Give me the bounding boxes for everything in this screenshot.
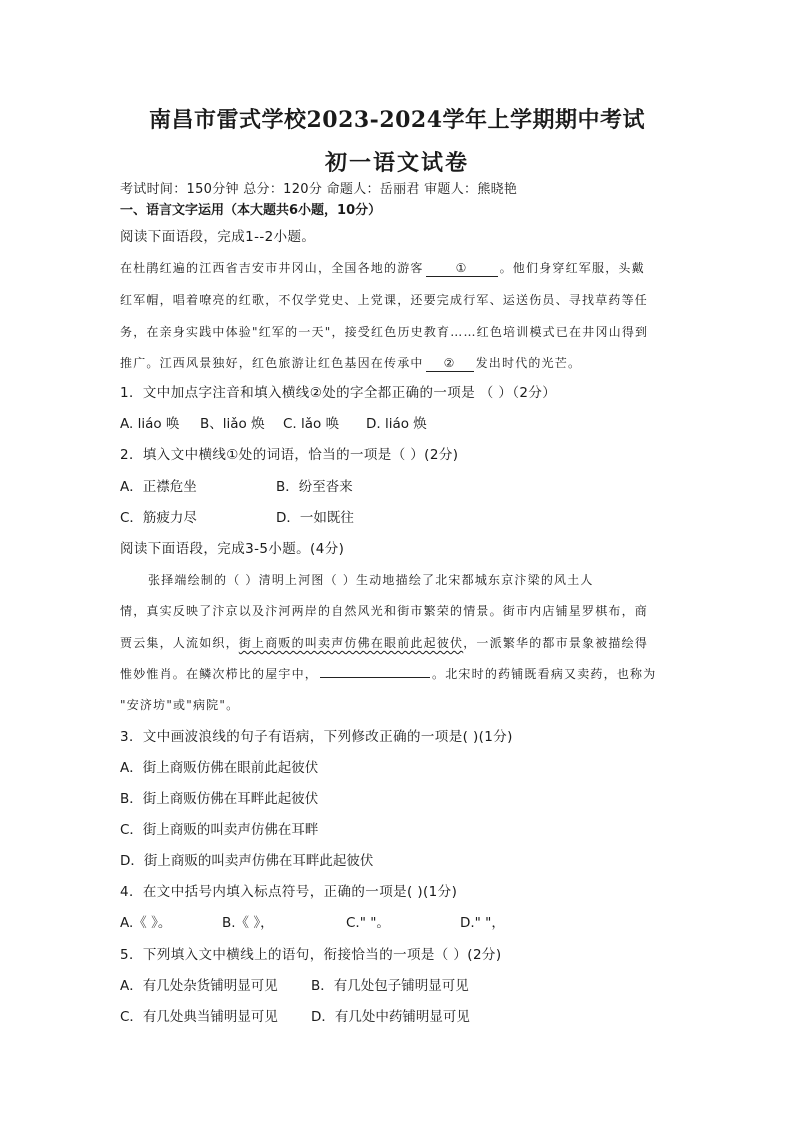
passage2-line — [120, 633, 648, 653]
passage2-text: 贾云集，人流如织， — [120, 636, 239, 650]
question-1-stem: 1．文中加点字注音和填入横线②处的字全都正确的一项是 （ ）（2分） — [120, 385, 557, 401]
passage1-text: 。他们身穿红军服，头戴 — [499, 261, 645, 275]
question-5-option-a[interactable]: A．有几处杂货铺明显可见 — [120, 978, 278, 994]
question-5-option-b[interactable]: B．有几处包子铺明显可见 — [311, 978, 469, 994]
passage1-text: 推广。江西风景独好，红色旅游让红色基因在传承中 — [120, 356, 424, 370]
question-2-stem: 2．填入文中横线①处的词语，恰当的一项是（ ）(2分) — [120, 447, 459, 463]
question-4-option-c[interactable]: C." "。 — [346, 915, 390, 931]
passage1-line — [120, 353, 581, 373]
question-3-option-a[interactable]: A．街上商贩仿佛在眼前此起彼伏 — [120, 760, 319, 776]
question-2-option-d[interactable]: D．一如既往 — [276, 510, 354, 526]
question-3-option-c[interactable]: C．街上商贩的叫卖声仿佛在耳畔 — [120, 822, 319, 838]
question-5-option-c[interactable]: C．有几处典当铺明显可见 — [120, 1009, 278, 1025]
passage2-line: "安济坊"或"病院"。 — [120, 698, 240, 712]
question-4-option-d[interactable]: D." "， — [460, 915, 505, 931]
exam-info: 考试时间：150分钟 总分：120分 命题人：岳丽君 审题人：熊晓艳 — [120, 182, 518, 197]
passage1-line: 务，在亲身实践中体验"红军的一天"，接受红色历史教育……红色培训模式已在井冈山得到 — [120, 325, 649, 339]
question-4-option-a[interactable]: A.《 》。 — [120, 915, 172, 931]
passage2-line: 张择端绘制的（ ）清明上河图（ ）生动地描绘了北宋都城东京汴梁的风土人 — [148, 573, 594, 587]
section-heading: 一、语言文字运用（本大题共6小题，10分） — [120, 203, 382, 218]
exam-title: 南昌市雷式学校2023-2024学年上学期期中考试 — [148, 107, 646, 133]
passage2-line: 情，真实反映了汴京以及汴河两岸的自然风光和街市繁荣的情景。街市内店铺星罗棋布，商 — [120, 604, 649, 618]
blank-3 — [320, 677, 430, 678]
blank-2: ② — [426, 355, 474, 372]
passage1-line: 红军帽，唱着嘹亮的红歌，不仅学党史、上党课，还要完成行军、运送伤员、寻找草药等任 — [120, 293, 649, 307]
question-4-option-b[interactable]: B.《 》， — [222, 915, 274, 931]
question-2-option-c[interactable]: C．筋疲力尽 — [120, 510, 197, 526]
question-3-option-b[interactable]: B．街上商贩仿佛在耳畔此起彼伏 — [120, 791, 319, 807]
question-5-option-d[interactable]: D．有几处中药铺明显可见 — [311, 1009, 470, 1025]
passage2-text: 。北宋时的药铺既看病又卖药，也称为 — [432, 667, 657, 681]
passage2-text: ，一派繁华的都市景象被描绘得 — [463, 636, 649, 650]
passage1-intro: 阅读下面语段，完成1--2小题。 — [120, 229, 316, 245]
question-2-option-a[interactable]: A．正襟危坐 — [120, 479, 197, 495]
question-2-option-b[interactable]: B．纷至沓来 — [276, 479, 353, 495]
exam-subtitle: 初一语文试卷 — [324, 150, 469, 176]
passage2-text: 惟妙惟肖。在鳞次栉比的屋宇中， — [120, 667, 319, 681]
passage1-text: 在杜鹃红遍的江西省吉安市井冈山，全国各地的游客 — [120, 261, 424, 275]
question-1-option-b[interactable]: B、liǎo 焕 — [200, 416, 265, 432]
question-1-option-a[interactable]: A. liáo 唤 — [120, 416, 180, 432]
passage2-intro: 阅读下面语段，完成3-5小题。(4分) — [120, 541, 345, 557]
blank-1: ① — [426, 260, 498, 277]
passage2-line — [120, 664, 656, 684]
question-1-option-c[interactable]: C. lǎo 唤 — [283, 416, 340, 432]
question-3-option-d[interactable]: D．街上商贩的叫卖声仿佛在耳畔此起彼伏 — [120, 853, 374, 869]
passage1-line — [120, 258, 645, 278]
question-3-stem: 3．文中画波浪线的句子有语病，下列修改正确的一项是( )(1分) — [120, 729, 513, 745]
passage1-text: 发出时代的光芒。 — [475, 356, 582, 370]
question-4-stem: 4．在文中括号内填入标点符号，正确的一项是( )(1分) — [120, 884, 458, 900]
wavy-underlined-sentence: 街上商贩的叫卖声仿佛在眼前此起彼伏 — [238, 636, 464, 650]
question-5-stem: 5．下列填入文中横线上的语句，衔接恰当的一项是（ ）(2分) — [120, 947, 502, 963]
question-1-option-d[interactable]: D. liáo 焕 — [366, 416, 427, 432]
